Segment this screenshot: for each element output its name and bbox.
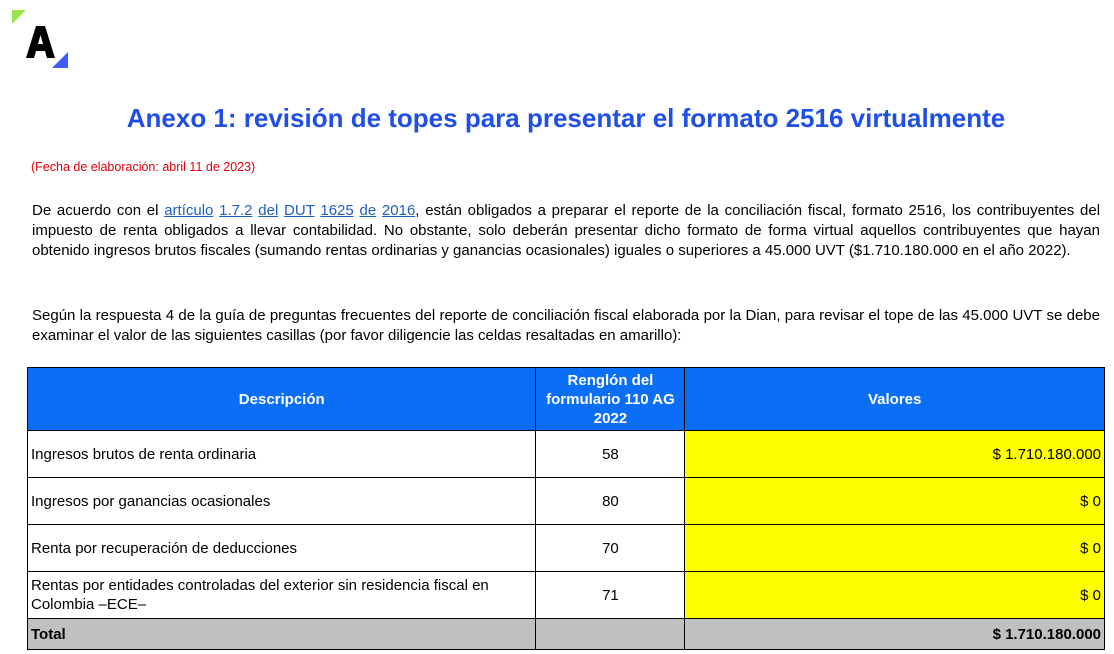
row-line-number: 58: [536, 431, 685, 478]
value-input-cell[interactable]: $ 0: [685, 478, 1105, 525]
table-row: [28, 431, 1105, 478]
row-description: Ingresos por ganancias ocasionales: [28, 478, 536, 525]
intro-text-rest: , están obligados a preparar el reporte de la conciliación fiscal, formato 2516, los contribuyentes del impuesto de renta obligados a llevar contabilidad. No obstante, solo deberán presentar dicho formato de forma virtual aquellos contribuyentes que hayan obtenido ingresos brutos fiscales (sumando rentas ordinarias y ganancias ocasionales) iguales o superiores a 45.000 UVT ($1.710.180.000 en el año 2022).: [32, 202, 1101, 259]
link-article-number[interactable]: 1.7.2: [219, 202, 253, 219]
header-descripcion: Descripción: [28, 368, 536, 431]
row-line-number: 71: [536, 572, 685, 619]
revenue-table: [27, 367, 1105, 650]
row-description: Rentas por entidades controladas del exterior sin residencia fiscal en Colombia –ECE–: [28, 572, 536, 619]
intro-text-start: De acuerdo con el: [32, 202, 165, 219]
link-articulo[interactable]: artículo: [164, 202, 214, 219]
intro-paragraph-2: Según la respuesta 4 de la guía de preguntas frecuentes del reporte de conciliación fiscal elaborada por la Dian, para revisar el tope de las 45.000 UVT se debe examinar el valor de las siguientes casillas (por favor diligencie las celdas resaltadas en amarillo):: [32, 307, 1100, 344]
row-line-number: 70: [536, 525, 685, 572]
total-row: [28, 619, 1105, 650]
link-de[interactable]: de: [359, 202, 377, 219]
link-year[interactable]: 2016: [381, 202, 416, 219]
total-empty-cell: [536, 619, 685, 650]
row-line-number: 80: [536, 478, 685, 525]
table-row: [28, 478, 1105, 525]
link-decree-number[interactable]: 1625: [320, 202, 354, 219]
value-input-cell[interactable]: $ 0: [685, 525, 1105, 572]
page-title: Anexo 1: revisión de topes para presentar el formato 2516 virtualmente: [126, 103, 1006, 133]
brand-logo-icon: [12, 10, 68, 68]
table-row: [28, 572, 1105, 619]
intro-paragraph-1: [32, 201, 1100, 261]
date-note: (Fecha de elaboración: abril 11 de 2023): [31, 160, 256, 174]
table-header-row: [28, 368, 1105, 431]
row-description: Renta por recuperación de deducciones: [28, 525, 536, 572]
table-row: [28, 525, 1105, 572]
header-valores: Valores: [685, 368, 1105, 431]
link-dut[interactable]: DUT: [284, 202, 315, 219]
header-renglon: Renglón del formulario 110 AG 2022: [536, 368, 685, 431]
total-label: Total: [28, 619, 536, 650]
value-input-cell[interactable]: $ 1.710.180.000: [685, 431, 1105, 478]
total-value: $ 1.710.180.000: [685, 619, 1105, 650]
value-input-cell[interactable]: $ 0: [685, 572, 1105, 619]
link-del[interactable]: del: [258, 202, 279, 219]
row-description: Ingresos brutos de renta ordinaria: [28, 431, 536, 478]
